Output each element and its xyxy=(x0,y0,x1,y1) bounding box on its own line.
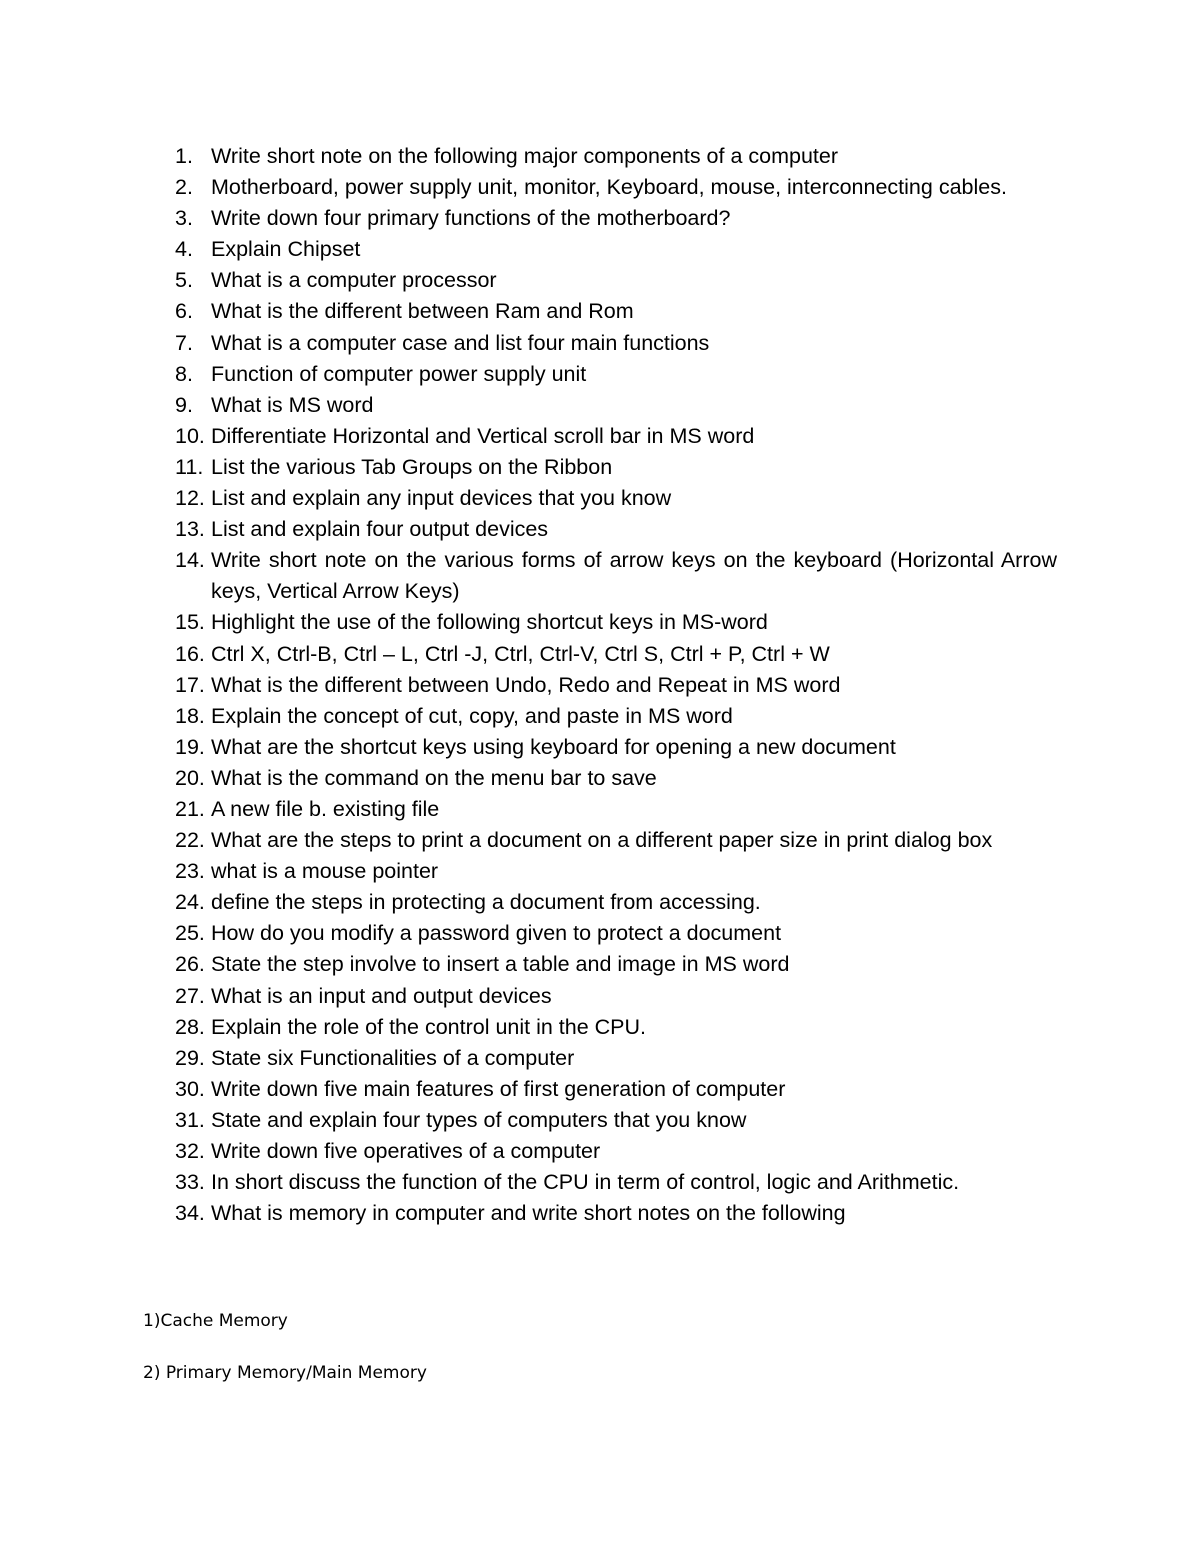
question-number: 5. xyxy=(175,268,193,293)
question-item xyxy=(0,141,1057,172)
question-item xyxy=(0,545,1057,607)
question-item xyxy=(0,390,1057,421)
question-number: 3. xyxy=(175,206,193,231)
question-item xyxy=(0,203,1057,234)
question-item xyxy=(0,1167,1057,1198)
question-text: What is memory in computer and write short notes on the following xyxy=(211,1201,846,1226)
question-item xyxy=(0,794,1057,825)
question-list xyxy=(0,141,1200,1229)
question-text: Write short note on the various forms of arrow keys on the keyboard (Horizontal Arrow keys, Vertical Arrow Keys) xyxy=(211,548,1057,604)
note-primary-memory: 2) Primary Memory/Main Memory xyxy=(143,1363,427,1383)
question-number: 22. xyxy=(175,828,205,853)
question-number: 2. xyxy=(175,175,193,200)
question-text: List and explain four output devices xyxy=(211,517,549,542)
question-item xyxy=(0,421,1057,452)
question-text: Function of computer power supply unit xyxy=(211,361,587,386)
question-text: Write down four primary functions of the motherboard? xyxy=(211,206,731,231)
question-text: Write down five main features of first generation of computer xyxy=(211,1076,786,1101)
question-number: 7. xyxy=(175,330,193,355)
question-text: Ctrl X, Ctrl-B, Ctrl – L, Ctrl -J, Ctrl, Ctrl-V, Ctrl S, Ctrl + P, Ctrl + W xyxy=(211,641,830,666)
question-text: Differentiate Horizontal and Vertical scroll bar in MS word xyxy=(211,423,755,448)
question-number: 18. xyxy=(175,703,205,728)
question-text: State and explain four types of computers that you know xyxy=(211,1107,747,1132)
question-number: 32. xyxy=(175,1139,205,1163)
question-number: 8. xyxy=(175,361,193,386)
question-text: What are the steps to print a document on a different paper size in print dialog box xyxy=(211,828,993,853)
question-item xyxy=(0,670,1057,701)
question-item xyxy=(0,639,1057,670)
question-item xyxy=(0,701,1057,732)
question-item xyxy=(0,825,1057,856)
question-text: What is the command on the menu bar to save xyxy=(211,765,657,790)
question-item xyxy=(0,856,1057,887)
question-item xyxy=(0,763,1057,794)
question-item xyxy=(0,452,1057,483)
question-item xyxy=(0,1136,1057,1167)
question-item xyxy=(0,1198,1057,1229)
question-number: 21. xyxy=(175,796,205,821)
question-text: State the step involve to insert a table and image in MS word xyxy=(211,952,790,977)
question-text: List the various Tab Groups on the Ribbon xyxy=(211,454,613,479)
question-item xyxy=(0,887,1057,918)
question-text: In short discuss the function of the CPU in term of control, logic and Arithmetic. xyxy=(211,1170,960,1195)
question-text: define the steps in protecting a document from accessing. xyxy=(211,890,761,915)
question-number: 34. xyxy=(175,1201,205,1226)
question-text: What is an input and output devices xyxy=(211,983,552,1008)
question-number: 29. xyxy=(175,1045,205,1070)
question-item xyxy=(0,607,1057,638)
question-item xyxy=(0,234,1057,265)
question-text: What is the different between Ram and Rom xyxy=(211,299,634,324)
question-item xyxy=(0,265,1057,296)
question-item xyxy=(0,918,1057,949)
question-text: Highlight the use of the following shortcut keys in MS-word xyxy=(211,610,768,635)
question-item xyxy=(0,359,1057,390)
question-number: 6. xyxy=(175,299,193,324)
question-number: 28. xyxy=(175,1014,205,1039)
question-text: what is a mouse pointer xyxy=(211,859,439,884)
question-number: 20. xyxy=(175,765,205,790)
question-item xyxy=(0,1105,1057,1136)
question-item xyxy=(0,172,1057,203)
question-number: 33. xyxy=(175,1170,205,1195)
question-item xyxy=(0,514,1057,545)
question-number: 27. xyxy=(175,983,205,1008)
question-number: 11. xyxy=(175,454,204,479)
question-number: 9. xyxy=(175,392,193,417)
question-text: State six Functionalities of a computer xyxy=(211,1045,575,1070)
question-text: Explain the role of the control unit in the CPU. xyxy=(211,1014,647,1039)
question-number: 1. xyxy=(175,144,193,168)
question-item xyxy=(0,732,1057,763)
question-number: 19. xyxy=(175,734,205,759)
question-number: 15. xyxy=(175,610,205,635)
question-text: What is the different between Undo, Redo and Repeat in MS word xyxy=(211,672,841,697)
question-text: What is a computer processor xyxy=(211,268,497,293)
question-number: 14. xyxy=(175,548,205,573)
question-text: How do you modify a password given to protect a document xyxy=(211,921,782,946)
question-item xyxy=(0,1043,1057,1074)
question-text: Write short note on the following major components of a computer xyxy=(211,144,839,168)
question-text: What is MS word xyxy=(211,392,374,417)
question-item xyxy=(0,981,1057,1012)
question-item xyxy=(0,483,1057,514)
question-number: 10. xyxy=(175,423,205,448)
question-text: List and explain any input devices that you know xyxy=(211,486,672,511)
question-item xyxy=(0,1012,1057,1043)
note-cache-memory: 1)Cache Memory xyxy=(143,1311,288,1331)
question-text: What are the shortcut keys using keyboard for opening a new document xyxy=(211,734,896,759)
question-number: 4. xyxy=(175,237,193,262)
question-number: 23. xyxy=(175,859,205,884)
question-text: Motherboard, power supply unit, monitor, Keyboard, mouse, interconnecting cables. xyxy=(211,175,1007,200)
question-text: Explain Chipset xyxy=(211,237,361,262)
question-number: 30. xyxy=(175,1076,205,1101)
question-number: 26. xyxy=(175,952,205,977)
question-number: 31. xyxy=(175,1107,205,1132)
question-text: What is a computer case and list four main functions xyxy=(211,330,710,355)
question-number: 16. xyxy=(175,641,205,666)
question-item xyxy=(0,949,1057,980)
question-number: 17. xyxy=(175,672,205,697)
question-text: Write down five operatives of a computer xyxy=(211,1139,601,1163)
question-item xyxy=(0,328,1057,359)
question-item xyxy=(0,296,1057,327)
question-number: 13. xyxy=(175,517,205,542)
question-item xyxy=(0,1074,1057,1105)
question-text: A new file b. existing file xyxy=(211,796,440,821)
question-number: 25. xyxy=(175,921,205,946)
question-text: Explain the concept of cut, copy, and paste in MS word xyxy=(211,703,733,728)
question-number: 24. xyxy=(175,890,205,915)
question-number: 12. xyxy=(175,486,205,511)
